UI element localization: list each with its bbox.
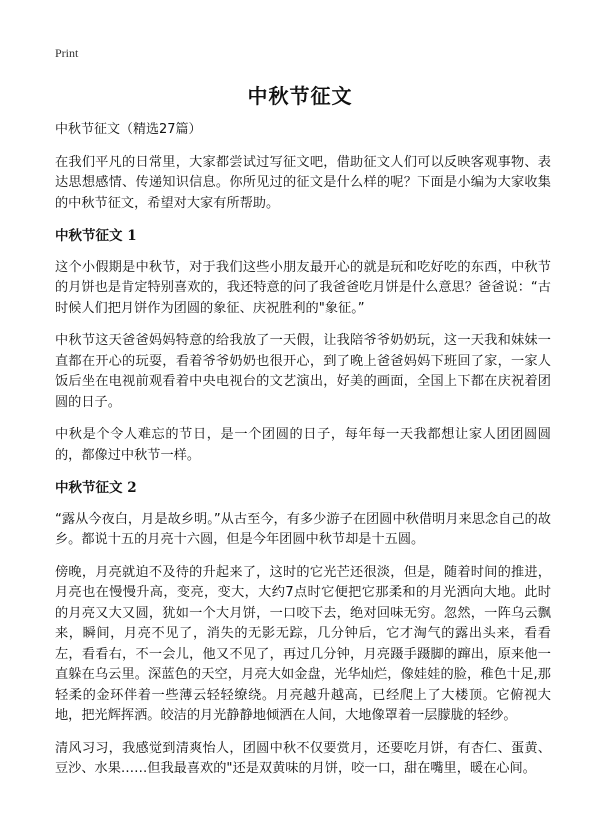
intro-paragraph: 在我们平凡的日常里，大家都尝试过写征文吧，借助征文人们可以反映客观事物、表达思想感情、传递知识信息。你所见过的征文是什么样的呢？下面是小编为大家收集的中秋节征文，希望对大家有所帮助。 bbox=[55, 154, 551, 211]
paragraph: 清风习习，我感觉到清爽怡人，团圆中秋不仅要赏月，还要吃月饼，有杏仁、蛋黄、豆沙、水果……但我最喜欢的"还是双黄味的月饼，咬一口，甜在嘴里，暖在心间。 bbox=[55, 740, 551, 776]
page-title: 中秋节征文 bbox=[247, 84, 353, 108]
paragraph: 傍晚，月亮就迫不及待的升起来了，这时的它光芒还很淡，但是，随着时间的推进，月亮也在慢慢升高，变亮，变大，大约7点时它便把它那柔和的月光洒向大地。此时的月亮又大又圆，犹如一个大月饼，一口咬下去，绝对回味无穷。忽然，一阵乌云飘来，瞬间，月亮不见了，消失的无影无踪，几分钟后，它才淘气的露出头来，看看左，看看右，不一会儿，他又不见了，再过几分钟，月亮蹑手蹑脚的蹿出，原来他一直躲在乌云里。深蓝色的天空，月亮大如金盘，光华灿烂，像娃娃的脸，稚色十足,那轻柔的金环伴着一些薄云轻轻缭绕。月亮越升越高，已经爬上了大楼顶。它俯视大地，把光辉挥洒。皎洁的月光静静地倾洒在人间，大地像罩着一层朦胧的轻纱。 bbox=[55, 564, 551, 723]
paragraph: “露从今夜白，月是故乡明。”从古至今，有多少游子在团圆中秋借明月来思念自己的故乡。都说十五的月亮十六圆，但是今年团圆中秋节却是十五圆。 bbox=[55, 511, 551, 547]
article-subtitle: 中秋节征文（精选27篇） bbox=[55, 122, 202, 137]
paragraph: 中秋节这天爸爸妈妈特意的给我放了一天假，让我陪爷爷奶奶玩，这一天我和妹妹一直都在开心的玩耍，看着爷爷奶奶也很开心，到了晚上爸爸妈妈下班回了家，一家人饭后坐在电视前观看着中央电视台的文艺演出，好美的画面，全国上下都在庆祝着团圆的日子。 bbox=[55, 333, 551, 410]
paragraph: 这个小假期是中秋节，对于我们这些小朋友最开心的就是玩和吃好吃的东西，中秋节的月饼也是肯定特别喜欢的，我还特意的问了我爸爸吃月饼是什么意思？爸爸说：“古时候人们把月饼作为团圆的象征、庆祝胜利的"象征。” bbox=[55, 259, 551, 316]
section-heading-1: 中秋节征文 1 bbox=[55, 228, 137, 244]
section-heading-2: 中秋节征文 2 bbox=[55, 480, 137, 496]
paragraph: 中秋是个令人难忘的节日，是一个团圆的日子，每年每一天我都想让家人团团圆圆的，都像过中秋节一样。 bbox=[55, 427, 551, 463]
article-body bbox=[55, 120, 551, 792]
print-link[interactable]: Print bbox=[55, 46, 79, 60]
